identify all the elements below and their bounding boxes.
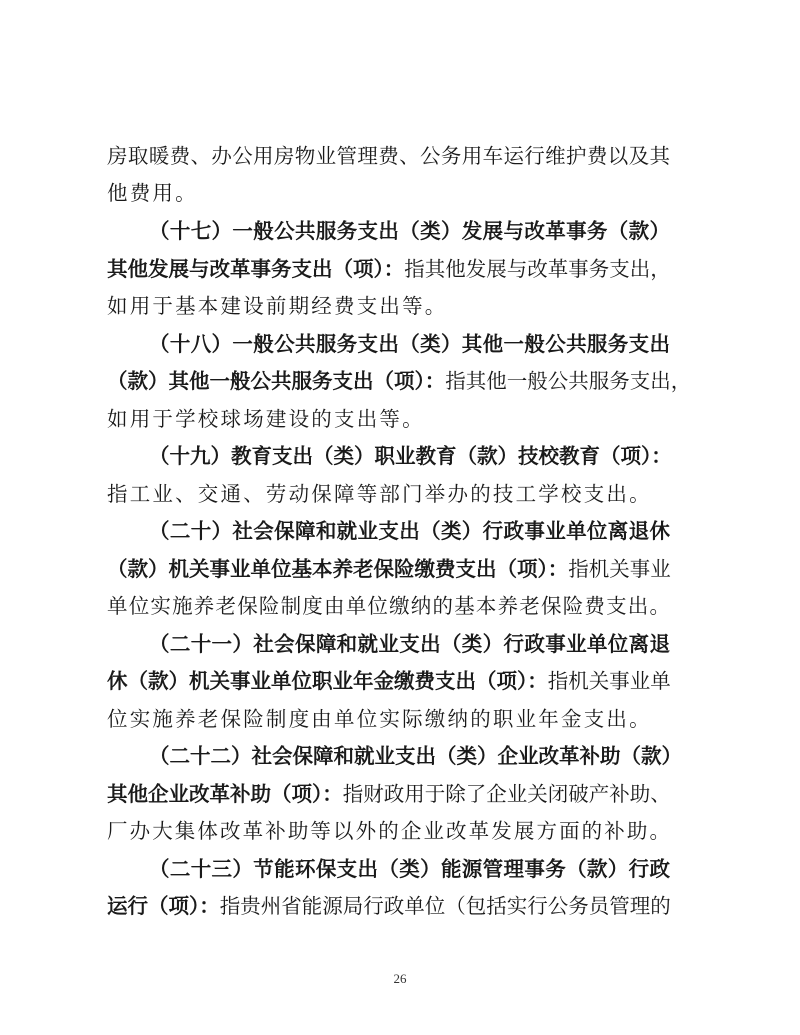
text-run-bold: 其他企业改革补助（项）： xyxy=(107,782,343,806)
section-heading-18 xyxy=(149,331,670,357)
text-run: 位实施养老保险制度由单位实际缴纳的职业年金支出。 xyxy=(107,707,652,731)
text-line-1 xyxy=(107,143,670,169)
text-run: 房取暖费、办公用房物业管理费、公务用车运行维护费以及其 xyxy=(107,144,670,168)
text-run: （十九）教育支出（类）职业教育（款）技校教育（项）： xyxy=(149,444,672,468)
text-line-4 xyxy=(107,256,670,282)
text-run: 指机关事业单 xyxy=(547,669,671,693)
text-line-15 xyxy=(107,668,670,694)
text-line-19 xyxy=(107,818,670,844)
text-run-bold: （款）其他一般公共服务支出（项）： xyxy=(107,369,446,393)
text-line-12 xyxy=(107,556,670,582)
text-line-2 xyxy=(107,180,670,206)
page-number: 26 xyxy=(393,971,407,986)
section-heading-20 xyxy=(149,518,670,544)
text-run: 他费用。 xyxy=(107,181,198,205)
text-run: （二十二）社会保障和就业支出（类）企业改革补助（款） xyxy=(149,744,682,768)
text-line-7 xyxy=(107,368,692,394)
text-line-13 xyxy=(107,593,670,619)
text-run: （二十）社会保障和就业支出（类）行政事业单位离退休 xyxy=(149,519,670,543)
text-run: （二十三）节能环保支出（类）能源管理事务（款）行政 xyxy=(149,857,670,881)
text-run: 单位实施养老保险制度由单位缴纳的基本养老保险费支出。 xyxy=(107,594,670,618)
text-run-bold: 运行（项）： xyxy=(107,894,220,918)
text-line-8 xyxy=(107,406,670,432)
text-run-bold: 休（款）机关事业单位职业年金缴费支出（项）： xyxy=(107,669,548,693)
section-heading-19 xyxy=(149,443,670,469)
text-line-21 xyxy=(107,893,670,919)
text-run-bold: 其他发展与改革事务支出（项）： xyxy=(107,257,405,281)
text-run: 如用于基本建设前期经费支出等。 xyxy=(107,294,448,318)
text-line-10 xyxy=(107,481,670,507)
text-line-5 xyxy=(107,293,670,319)
section-heading-21 xyxy=(149,631,670,657)
section-heading-23 xyxy=(149,856,670,882)
text-run-bold: （款）机关事业单位基本养老保险缴费支出（项）： xyxy=(107,557,569,581)
text-line-18 xyxy=(107,781,670,807)
text-run: 如用于学校球场建设的支出等。 xyxy=(107,407,425,431)
text-run: 指贵州省能源局行政单位（包括实行公务员管理的 xyxy=(219,894,671,918)
text-run: （十七）一般公共服务支出（类）发展与改革事务（款） xyxy=(149,219,670,243)
text-run: 指其他一般公共服务支出， xyxy=(445,369,692,393)
section-heading-22 xyxy=(149,743,682,769)
text-run: 厂办大集体改革补助等以外的企业改革发展方面的补助。 xyxy=(107,819,670,843)
text-run: （二十一）社会保障和就业支出（类）行政事业单位离退 xyxy=(149,632,670,656)
text-run: 指工业、交通、劳动保障等部门举办的技工学校支出。 xyxy=(107,482,652,506)
text-run: 指其他发展与改革事务支出， xyxy=(404,257,671,281)
text-run: 指机关事业 xyxy=(568,557,671,581)
section-heading-17 xyxy=(149,218,670,244)
text-run: 指财政用于除了企业关闭破产补助、 xyxy=(342,782,671,806)
text-line-16 xyxy=(107,706,670,732)
text-run: （十八）一般公共服务支出（类）其他一般公共服务支出 xyxy=(149,332,670,356)
